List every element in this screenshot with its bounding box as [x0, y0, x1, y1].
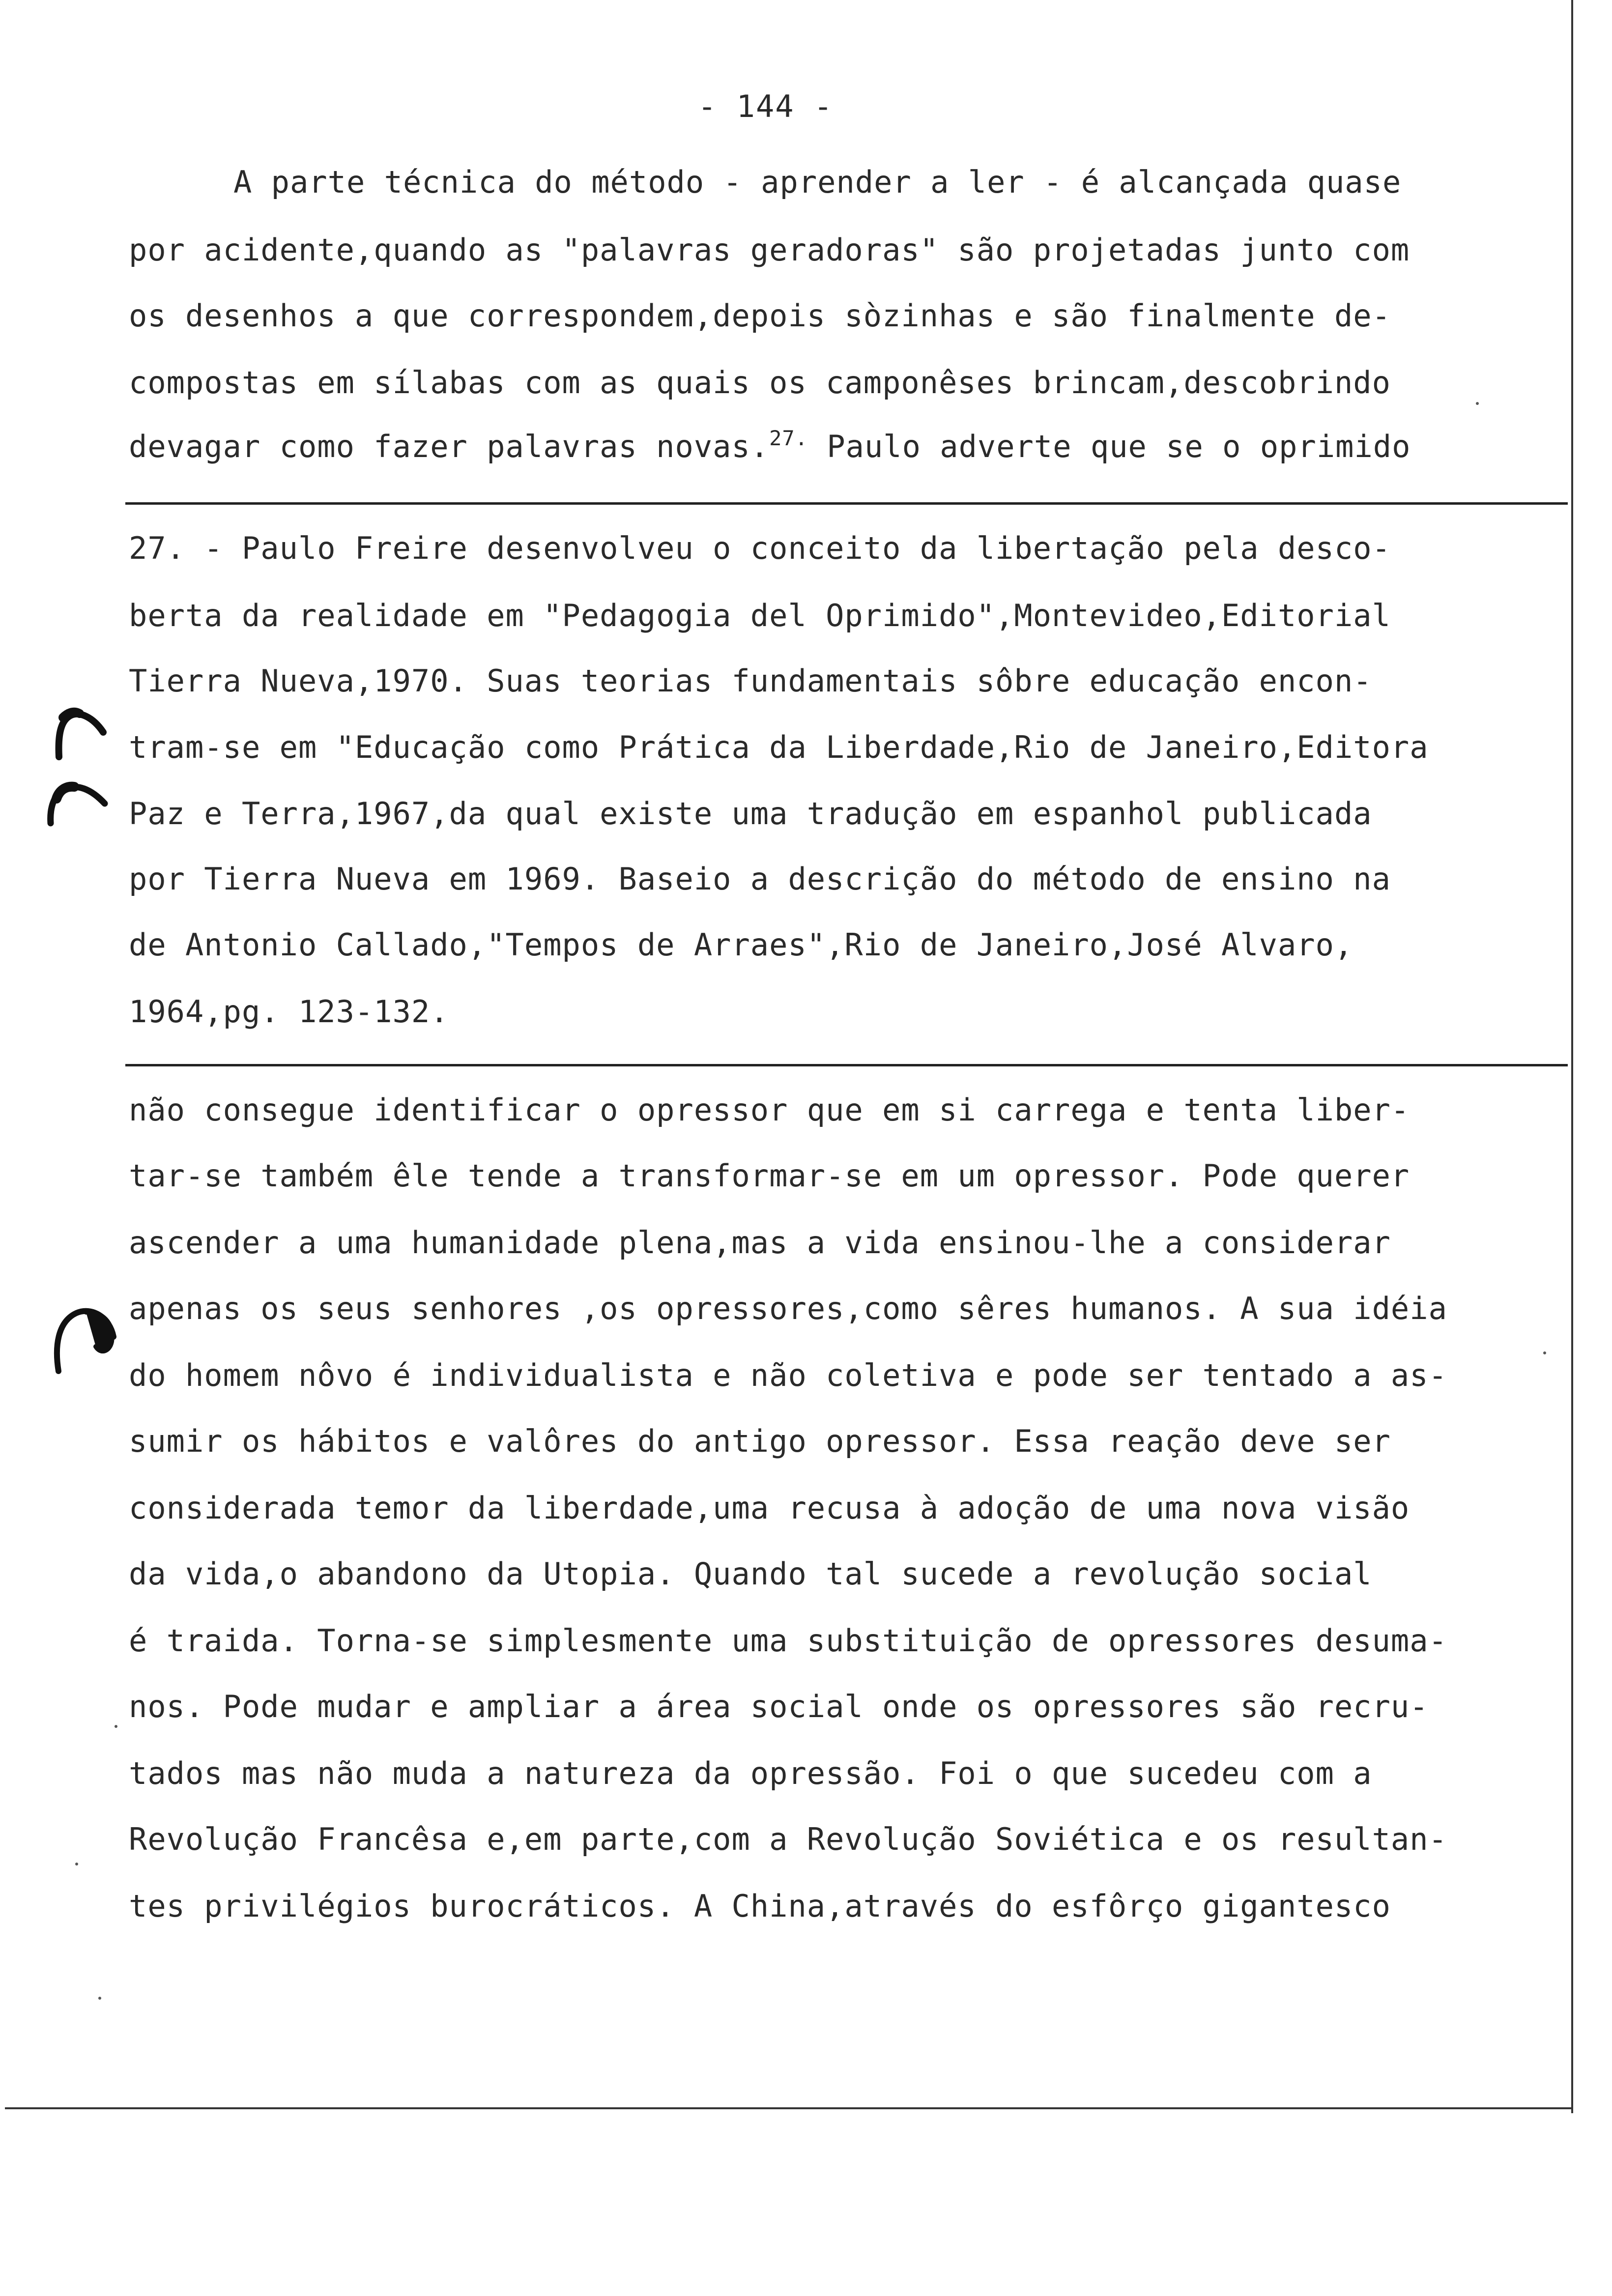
- body-text-segment: Paulo adverte que se o oprimido: [827, 429, 1411, 464]
- footnote-line: Paz e Terra,1967,da qual existe uma tradução em espanhol publicada: [129, 796, 1372, 832]
- footnote-line: berta da realidade em "Pedagogia del Oprimido",Montevideo,Editorial: [129, 598, 1391, 633]
- footnote-line: tram-se em "Educação como Prática da Liberdade,Rio de Janeiro,Editora: [129, 729, 1429, 765]
- body-line: apenas os seus senhores ,os opressores,como sêres humanos. A sua idéia: [129, 1291, 1447, 1326]
- margin-speck: [115, 1725, 117, 1728]
- margin-hook-mark-icon: [42, 774, 111, 828]
- body-line: compostas em sílabas com as quais os camponêses brincam,descobrindo: [129, 365, 1391, 401]
- body-line: A parte técnica do método - aprender a ler - é alcançada quase: [233, 164, 1402, 200]
- body-line: tados mas não muda a natureza da opressão. Foi o que sucedeu com a: [129, 1755, 1372, 1791]
- body-line: os desenhos a que correspondem,depois sòzinhas e são finalmente de-: [129, 298, 1391, 334]
- right-margin-line: [1571, 0, 1573, 2113]
- footnote-line: 27. - Paulo Freire desenvolveu o conceito da libertação pela desco-: [129, 530, 1391, 566]
- footnote-line: Tierra Nueva,1970. Suas teorias fundamentais sôbre educação encon-: [129, 663, 1372, 699]
- margin-speck: [1476, 402, 1479, 405]
- footnote-reference: 27.: [769, 426, 808, 450]
- page-number: - 144 -: [698, 88, 834, 124]
- body-line: tar-se também êle tende a transformar-se em um opressor. Pode querer: [129, 1158, 1410, 1194]
- footnote-line: por Tierra Nueva em 1969. Baseio a descrição do método de ensino na: [129, 861, 1391, 897]
- body-line-footnote-ref: [129, 426, 1411, 464]
- margin-speck: [1543, 1351, 1546, 1354]
- body-text-segment: devagar como fazer palavras novas.: [129, 429, 770, 464]
- body-line: considerada temor da liberdade,uma recusa à adoção de uma nova visão: [129, 1490, 1410, 1526]
- margin-speck: [98, 1997, 101, 2000]
- body-line: Revolução Francêsa e,em parte,com a Revolução Soviética e os resultan-: [129, 1821, 1447, 1857]
- body-line: da vida,o abandono da Utopia. Quando tal sucede a revolução social: [129, 1556, 1372, 1592]
- body-line: não consegue identificar o opressor que em si carrega e tenta liber-: [129, 1092, 1410, 1128]
- footnote-top-rule: [125, 502, 1568, 505]
- margin-hook-mark-icon: [49, 703, 108, 762]
- body-line: nos. Pode mudar e ampliar a área social onde os opressores são recru-: [129, 1689, 1429, 1724]
- margin-speck: [75, 1863, 78, 1866]
- page-bottom-rule: [5, 2107, 1573, 2109]
- body-line: é traida. Torna-se simplesmente uma substituição de opressores desuma-: [129, 1623, 1447, 1659]
- body-line: do homem nôvo é individualista e não coletiva e pode ser tentado a as-: [129, 1357, 1447, 1393]
- footnote-bottom-rule: [125, 1064, 1568, 1066]
- footnote-line: de Antonio Callado,"Tempos de Arraes",Rio de Janeiro,José Alvaro,: [129, 927, 1353, 963]
- footnote-line: 1964,pg. 123-132.: [129, 994, 449, 1030]
- body-line: sumir os hábitos e valôres do antigo opressor. Essa reação deve ser: [129, 1423, 1391, 1459]
- body-line: por acidente,quando as "palavras geradoras" são projetadas junto com: [129, 232, 1410, 268]
- body-line: ascender a uma humanidade plena,mas a vida ensinou-lhe a considerar: [129, 1225, 1391, 1261]
- body-line: tes privilégios burocráticos. A China,através do esfôrço gigantesco: [129, 1888, 1391, 1924]
- margin-hook-mark-icon: [47, 1297, 120, 1376]
